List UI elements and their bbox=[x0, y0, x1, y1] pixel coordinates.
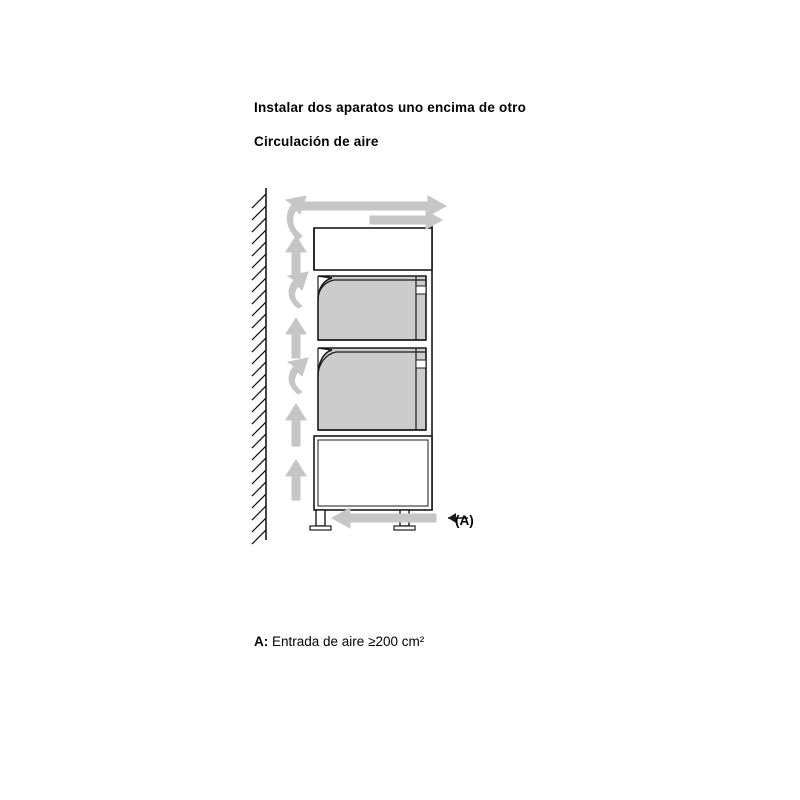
upper-appliance bbox=[318, 276, 426, 340]
bottom-cabinet bbox=[314, 436, 432, 510]
top-cavity bbox=[314, 228, 432, 270]
section-subtitle: Circulación de aire bbox=[254, 134, 379, 149]
page-title: Instalar dos aparatos uno encima de otro bbox=[254, 100, 527, 115]
legend-key: A: bbox=[254, 634, 269, 649]
callout-label-a: (A) bbox=[455, 513, 474, 528]
lower-appliance bbox=[318, 348, 426, 430]
legend-text: Entrada de aire ≥200 cm² bbox=[268, 634, 425, 649]
installation-diagram bbox=[240, 180, 560, 560]
wall-hatching bbox=[252, 188, 266, 544]
diagram-svg bbox=[240, 180, 560, 560]
legend bbox=[254, 634, 424, 649]
